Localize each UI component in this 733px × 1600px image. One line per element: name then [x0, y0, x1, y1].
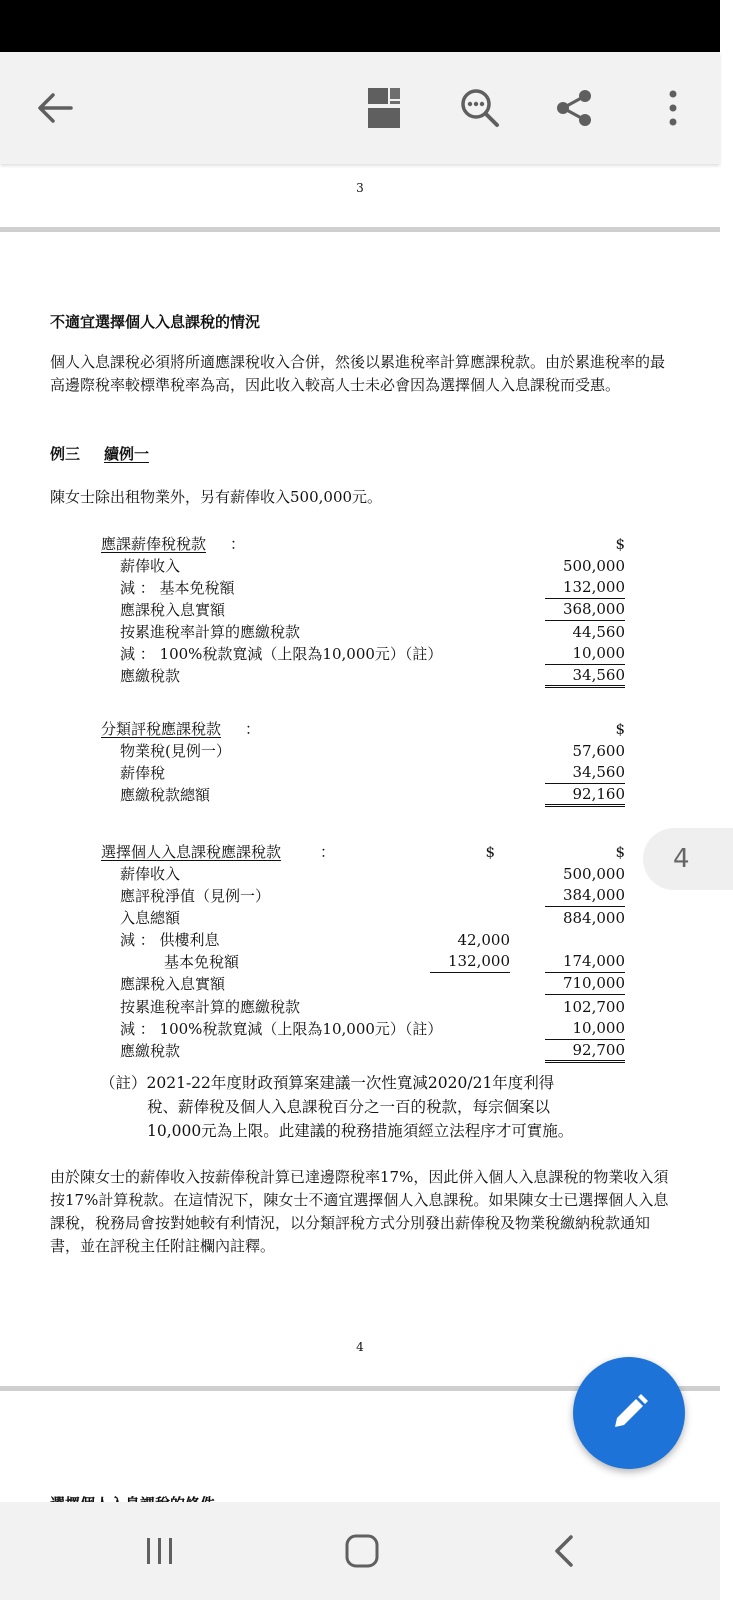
pa-row-value: 710,000	[545, 973, 625, 995]
status-bar	[0, 0, 720, 52]
pa-row-value: 102,700	[562, 998, 625, 1016]
edit-pencil-icon	[607, 1391, 651, 1435]
search-in-document-icon	[459, 87, 501, 129]
reading-mode-icon	[366, 86, 402, 130]
sa-row-label: 物業稅(見例一）	[120, 742, 231, 760]
sa-row-label: 薪俸稅	[120, 764, 166, 782]
st-row-label: 應繳稅款	[120, 667, 181, 685]
page-number-3: 3	[356, 181, 364, 195]
personal-assessment-currency: $	[615, 843, 625, 861]
personal-assessment-currency-mid: $	[485, 843, 495, 861]
st-row-label: 減 ： 基本免稅額	[120, 579, 235, 597]
page-number-4: 4	[356, 1340, 364, 1354]
example-text: 陳女士除出租物業外，另有薪俸收入500,000元。	[50, 488, 383, 506]
top-toolbar	[0, 52, 720, 164]
pa-row-label: 應繳稅款	[120, 1042, 181, 1060]
next-page-heading	[50, 1493, 215, 1502]
recent-apps-icon	[145, 1536, 175, 1566]
system-back-button[interactable]	[534, 1526, 594, 1576]
st-row-value: 368,000	[545, 599, 625, 621]
document-page-3	[0, 164, 720, 228]
share-button[interactable]	[544, 78, 604, 138]
pa-row-label: 薪俸收入	[120, 865, 181, 883]
pa-row-value: 384,000	[545, 885, 625, 907]
pa-row-mid: 42,000	[457, 931, 510, 949]
separate-assessment-colon: ：	[245, 720, 261, 738]
share-icon	[554, 88, 594, 128]
back-chevron-icon	[552, 1534, 576, 1568]
salaries-tax-colon: ：	[230, 535, 246, 553]
sa-row-value: 57,600	[572, 742, 625, 760]
pa-row-value: 884,000	[562, 909, 625, 927]
st-row-label: 應課稅入息實額	[120, 601, 226, 619]
salaries-tax-currency: $	[615, 535, 625, 553]
separate-assessment-heading: 分類評稅應課稅款	[101, 720, 222, 738]
personal-assessment-heading: 選擇個人入息課稅應課稅款	[101, 843, 282, 861]
recent-apps-button[interactable]	[130, 1526, 190, 1576]
conclusion-paragraph: 由於陳女士的薪俸收入按薪俸稅計算已達邊際稅率17%，因此併入個人入息課稅的物業收入須按17%計算稅款。在這情況下，陳女士不適宜選擇個人入息課稅。如果陳女士已選擇個人入息課稅，稅務局會按對她較有利情況，以分類評稅方式分別發出薪俸稅及物業稅繳納稅款通知書，並在評稅主任附註欄內註釋。	[50, 1168, 669, 1255]
note-line-2: 稅、薪俸稅及個人入息課稅百分之一百的稅款，每宗個案以	[147, 1098, 551, 1116]
home-icon	[344, 1533, 380, 1569]
st-row-value: 10,000	[545, 643, 625, 665]
pa-row-label: 應評稅淨值（見例一）	[120, 887, 271, 905]
search-in-document-button[interactable]	[450, 78, 510, 138]
sa-row-value: 92,160	[545, 784, 625, 807]
sa-row-label: 應繳稅款總額	[120, 786, 211, 804]
separate-assessment-currency: $	[615, 720, 625, 738]
pa-row-value: 500,000	[562, 865, 625, 883]
home-button[interactable]	[332, 1526, 392, 1576]
sa-row-value: 34,560	[545, 762, 625, 784]
pa-row-value: 174,000	[545, 951, 625, 973]
intro-paragraph: 個人入息課稅必須將所適應課稅收入合併，然後以累進稅率計算應課稅款。由於累進稅率的最高邊際稅率較標準稅率為高，因此收入較高人士未必會因為選擇個人入息課稅而受惠。	[50, 353, 666, 394]
pa-row-label: 減 ： 供樓利息	[120, 931, 220, 949]
st-row-label: 減 ： 100%稅款寬減（上限為10,000元）（註）	[120, 645, 443, 663]
personal-assessment-colon: ：	[320, 843, 336, 861]
page-indicator[interactable]: 4	[643, 828, 733, 890]
pa-row-label: 應課稅入息實額	[120, 975, 226, 993]
pa-row-label: 按累進稅率計算的應繳稅款	[120, 998, 301, 1016]
more-options-button[interactable]	[643, 78, 703, 138]
pa-row-label: 入息總額	[120, 909, 181, 927]
back-button[interactable]	[25, 78, 85, 138]
salaries-tax-heading: 應課薪俸稅稅款	[101, 535, 207, 553]
pa-row-label: 基本免稅額	[164, 953, 240, 971]
example-label: 例三	[50, 445, 81, 463]
arrow-left-icon	[35, 88, 75, 128]
example-title: 續例一	[104, 445, 150, 463]
note-line-1: （註）2021-22年度財政預算案建議一次性寬減2020/21年度利得	[100, 1074, 555, 1092]
more-vert-icon	[666, 88, 680, 128]
pa-row-mid: 132,000	[430, 951, 510, 973]
st-row-value: 34,560	[545, 665, 625, 688]
system-navigation-bar	[0, 1502, 720, 1600]
st-row-value: 500,000	[562, 557, 625, 575]
section-title: 不適宜選擇個人入息課稅的情況	[50, 313, 261, 331]
st-row-value: 44,560	[572, 623, 625, 641]
st-row-label: 薪俸收入	[120, 557, 181, 575]
pa-row-value: 10,000	[545, 1018, 625, 1040]
pa-row-label: 減 ： 100%稅款寬減（上限為10,000元）（註）	[120, 1020, 443, 1038]
st-row-label: 按累進稅率計算的應繳稅款	[120, 623, 301, 641]
edit-fab-button[interactable]	[573, 1357, 685, 1469]
reading-mode-button[interactable]	[354, 78, 414, 138]
st-row-value: 132,000	[545, 577, 625, 599]
note-line-3: 10,000元為上限。此建議的稅務措施須經立法程序才可實施。	[147, 1122, 574, 1140]
pa-row-value: 92,700	[545, 1040, 625, 1063]
